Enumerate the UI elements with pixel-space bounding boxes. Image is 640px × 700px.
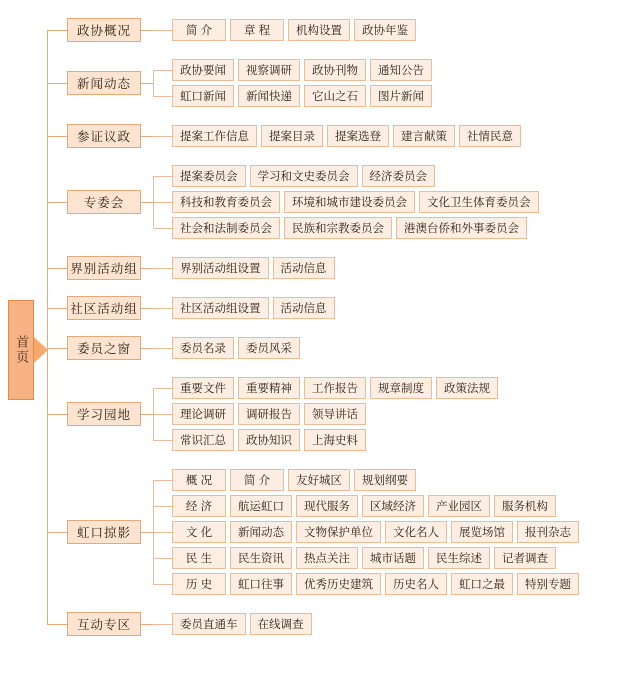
sub-node-1-1-1[interactable] (172, 19, 226, 41)
sub-node-label: 通知公告 (378, 65, 424, 77)
sub-node-label: 现代服务 (304, 501, 350, 513)
sub-node-label: 新闻快递 (246, 91, 292, 103)
connector-branch-h (153, 308, 172, 309)
sub-node-4-2-3[interactable] (419, 191, 539, 213)
sub-node-label: 文化名人 (393, 527, 439, 539)
connector-branch-h (153, 388, 172, 389)
sub-node-label: 调研报告 (246, 409, 292, 421)
connector-branch-h (153, 414, 172, 415)
sub-node-label: 界别活动组设置 (180, 263, 261, 275)
sub-node-4-1-1[interactable] (172, 165, 246, 187)
sub-node-10-1-2[interactable] (250, 613, 312, 635)
connector-trunk-h (47, 136, 67, 137)
sub-node-label: 特别专题 (525, 579, 571, 591)
connector-branch-h (153, 228, 172, 229)
sub-node-label: 服务机构 (502, 501, 548, 513)
connector-l1-to-bracket (141, 414, 153, 415)
sub-node-4-2-2[interactable] (284, 191, 415, 213)
sub-node-9-5-1[interactable] (172, 573, 226, 595)
sub-node-9-3-3[interactable] (296, 521, 381, 543)
connector-branch-h (153, 136, 172, 137)
sub-node-label: 新闻动态 (238, 527, 284, 539)
sub-node-label: 委员名录 (180, 343, 226, 355)
sub-node-label: 在线调查 (257, 619, 304, 631)
sub-node-label: 视察调研 (246, 65, 292, 77)
category-node-label: 政协概况 (76, 24, 131, 38)
sub-node-label: 简 介 (185, 25, 213, 37)
connector-bracket-span (153, 480, 154, 584)
category-node-label: 界别活动组 (70, 262, 138, 276)
connector-branch-h (153, 532, 172, 533)
sub-node-label: 提案目录 (269, 131, 315, 143)
sub-node-label: 委员直通车 (180, 619, 238, 631)
sub-node-label: 政协年鉴 (362, 25, 408, 37)
sub-node-label: 航运虹口 (238, 501, 284, 513)
sub-node-label: 提案工作信息 (180, 131, 249, 143)
sub-node-label: 领导讲话 (312, 409, 358, 421)
sub-node-label: 政协知识 (246, 435, 292, 447)
category-node-4[interactable] (67, 190, 141, 214)
sub-node-8-1-3[interactable] (304, 377, 366, 399)
sub-node-label: 文 化 (185, 527, 213, 539)
sub-node-label: 历史名人 (393, 579, 439, 591)
category-node-5[interactable] (67, 256, 141, 280)
sub-node-label: 活动信息 (280, 263, 327, 275)
sub-node-9-4-6[interactable] (494, 547, 556, 569)
sub-node-1-1-4[interactable] (354, 19, 416, 41)
sub-node-9-2-5[interactable] (428, 495, 490, 517)
sub-node-5-1-2[interactable] (273, 257, 335, 279)
sub-node-label: 热点关注 (304, 553, 350, 565)
sub-node-label: 友好城区 (296, 475, 342, 487)
sub-node-3-1-5[interactable] (459, 125, 521, 147)
sub-node-label: 民 生 (185, 553, 213, 565)
sub-node-label: 工作报告 (312, 383, 358, 395)
sub-node-10-1-1[interactable] (172, 613, 246, 635)
connector-branch-h (153, 506, 172, 507)
sub-node-9-1-2[interactable] (230, 469, 284, 491)
sub-node-label: 产业园区 (436, 501, 482, 513)
sub-node-label: 虹口往事 (238, 579, 284, 591)
sub-node-4-1-3[interactable] (362, 165, 436, 187)
sub-node-label: 提案委员会 (180, 171, 238, 183)
sub-node-label: 常识汇总 (180, 435, 226, 447)
sub-node-9-5-3[interactable] (296, 573, 381, 595)
sub-node-label: 它山之石 (312, 91, 358, 103)
category-node-label: 虹口掠影 (76, 526, 131, 540)
sub-node-label: 重要文件 (180, 383, 226, 395)
sub-node-2-1-1[interactable] (172, 59, 234, 81)
sub-node-8-3-3[interactable] (304, 429, 366, 451)
sub-node-label: 规章制度 (378, 383, 424, 395)
connector-trunk-h (47, 202, 67, 203)
sub-node-3-1-3[interactable] (327, 125, 389, 147)
sub-node-2-2-2[interactable] (238, 85, 300, 107)
category-node-6[interactable] (67, 296, 141, 320)
sub-node-label: 民族和宗教委员会 (292, 223, 384, 235)
category-node-label: 社区活动组 (70, 302, 138, 316)
sub-node-9-2-3[interactable] (296, 495, 358, 517)
category-node-9[interactable] (67, 520, 141, 544)
connector-branch-h (153, 30, 172, 31)
sub-node-label: 报刊杂志 (525, 527, 571, 539)
sub-node-label: 重要精神 (246, 383, 292, 395)
sub-node-8-3-1[interactable] (172, 429, 234, 451)
sub-node-8-2-2[interactable] (238, 403, 300, 425)
sub-node-label: 展览场馆 (459, 527, 505, 539)
connector-root-link (47, 350, 48, 351)
connector-trunk-h (47, 83, 67, 84)
sub-node-9-3-1[interactable] (172, 521, 226, 543)
sub-node-label: 历 史 (185, 579, 213, 591)
sub-node-label: 概 况 (185, 475, 213, 487)
sub-node-9-5-4[interactable] (385, 573, 447, 595)
category-node-label: 学习园地 (76, 408, 131, 422)
connector-l1-to-bracket (141, 624, 153, 625)
sub-node-6-1-2[interactable] (273, 297, 335, 319)
connector-branch-h (153, 440, 172, 441)
sub-node-3-1-4[interactable] (393, 125, 455, 147)
sub-node-9-3-2[interactable] (230, 521, 292, 543)
sub-node-label: 环境和城市建设委员会 (292, 197, 407, 209)
category-node-label: 参证议政 (76, 130, 131, 144)
sub-node-2-2-3[interactable] (304, 85, 366, 107)
connector-l1-to-bracket (141, 83, 153, 84)
category-node-label: 新闻动态 (76, 77, 131, 91)
sub-node-label: 理论调研 (180, 409, 226, 421)
sub-node-label: 民生综述 (436, 553, 482, 565)
sub-node-4-1-2[interactable] (250, 165, 358, 187)
sub-node-label: 委员风采 (246, 343, 292, 355)
sub-node-label: 城市话题 (370, 553, 416, 565)
sub-node-6-1-1[interactable] (172, 297, 269, 319)
sub-node-1-1-3[interactable] (288, 19, 350, 41)
category-node-label: 互动专区 (76, 618, 131, 632)
sub-node-2-1-4[interactable] (370, 59, 432, 81)
connector-branch-h (153, 70, 172, 71)
category-node-10[interactable] (67, 612, 141, 636)
sub-node-2-2-1[interactable] (172, 85, 234, 107)
sub-node-4-2-1[interactable] (172, 191, 280, 213)
sub-node-label: 社区活动组设置 (180, 303, 261, 315)
sub-node-label: 经 济 (185, 501, 213, 513)
connector-bracket-span (153, 388, 154, 440)
sub-node-label: 虹口之最 (459, 579, 505, 591)
connector-root-spine (47, 30, 48, 624)
connector-branch-h (153, 176, 172, 177)
sub-node-9-4-2[interactable] (230, 547, 292, 569)
sub-node-label: 文物保护单位 (304, 527, 373, 539)
sub-node-label: 学习和文史委员会 (257, 171, 350, 183)
sub-node-3-1-2[interactable] (261, 125, 323, 147)
connector-l1-to-bracket (141, 308, 153, 309)
sub-node-9-4-5[interactable] (428, 547, 490, 569)
connector-l1-to-bracket (141, 202, 153, 203)
connector-branch-h (153, 558, 172, 559)
sub-node-9-1-4[interactable] (354, 469, 416, 491)
sub-node-9-1-3[interactable] (288, 469, 350, 491)
sub-node-8-2-3[interactable] (304, 403, 366, 425)
sub-node-label: 机构设置 (296, 25, 342, 37)
connector-branch-h (153, 480, 172, 481)
sub-node-label: 规划纲要 (362, 475, 408, 487)
sub-node-label: 简 介 (243, 475, 271, 487)
sub-node-9-1-1[interactable] (172, 469, 226, 491)
sub-node-8-1-5[interactable] (436, 377, 498, 399)
sub-node-4-3-2[interactable] (284, 217, 392, 239)
connector-branch-h (153, 584, 172, 585)
category-node-label: 专委会 (83, 196, 125, 210)
sub-node-9-5-6[interactable] (517, 573, 579, 595)
sub-node-8-2-1[interactable] (172, 403, 234, 425)
category-node-7[interactable] (67, 336, 141, 360)
sub-node-label: 民生资讯 (238, 553, 284, 565)
sub-node-label: 社会和法制委员会 (180, 223, 272, 235)
sub-node-label: 政协要闻 (180, 65, 226, 77)
sub-node-9-4-3[interactable] (296, 547, 358, 569)
sub-node-2-2-4[interactable] (370, 85, 432, 107)
sub-node-label: 图片新闻 (378, 91, 424, 103)
sub-node-label: 港澳台侨和外事委员会 (404, 223, 519, 235)
category-node-3[interactable] (67, 124, 141, 148)
sub-node-4-3-3[interactable] (396, 217, 527, 239)
category-node-label: 委员之窗 (76, 342, 131, 356)
connector-branch-h (153, 348, 172, 349)
sub-node-9-2-4[interactable] (362, 495, 424, 517)
connector-trunk-h (47, 348, 67, 349)
sub-node-4-3-1[interactable] (172, 217, 280, 239)
sub-node-label: 提案选登 (335, 131, 381, 143)
sub-node-3-1-1[interactable] (172, 125, 257, 147)
sub-node-label: 建言献策 (401, 131, 447, 143)
root-arrow-icon (34, 337, 48, 363)
root-node-home[interactable] (8, 300, 34, 400)
sub-node-label: 活动信息 (280, 303, 327, 315)
category-node-1[interactable] (67, 18, 141, 42)
connector-trunk-h (47, 308, 67, 309)
sub-node-label: 经济委员会 (369, 171, 427, 183)
sub-node-9-3-6[interactable] (517, 521, 579, 543)
sub-node-1-1-2[interactable] (230, 19, 284, 41)
sub-node-9-2-1[interactable] (172, 495, 226, 517)
sub-node-label: 记者调查 (502, 553, 548, 565)
connector-trunk-h (47, 532, 67, 533)
connector-branch-h (153, 268, 172, 269)
connector-branch-h (153, 624, 172, 625)
connector-trunk-h (47, 30, 67, 31)
sub-node-9-4-1[interactable] (172, 547, 226, 569)
sub-node-5-1-1[interactable] (172, 257, 269, 279)
sub-node-2-1-3[interactable] (304, 59, 366, 81)
sub-node-9-5-2[interactable] (230, 573, 292, 595)
sub-node-label: 优秀历史建筑 (304, 579, 373, 591)
connector-l1-to-bracket (141, 532, 153, 533)
connector-l1-to-bracket (141, 30, 153, 31)
connector-trunk-h (47, 268, 67, 269)
sub-node-9-2-6[interactable] (494, 495, 556, 517)
sub-node-8-1-2[interactable] (238, 377, 300, 399)
connector-l1-to-bracket (141, 136, 153, 137)
connector-trunk-h (47, 624, 67, 625)
connector-l1-to-bracket (141, 348, 153, 349)
sub-node-label: 政协刊物 (312, 65, 358, 77)
connector-bracket-span (153, 70, 154, 96)
sub-node-9-3-4[interactable] (385, 521, 447, 543)
connector-bracket-span (153, 176, 154, 228)
sub-node-label: 章 程 (243, 25, 271, 37)
category-node-2[interactable] (67, 71, 141, 95)
sub-node-9-5-5[interactable] (451, 573, 513, 595)
connector-branch-h (153, 202, 172, 203)
sub-node-9-3-5[interactable] (451, 521, 513, 543)
sub-node-7-1-1[interactable] (172, 337, 234, 359)
sub-node-9-4-4[interactable] (362, 547, 424, 569)
sub-node-label: 政策法规 (444, 383, 490, 395)
root-node-label: 首页 (14, 335, 30, 365)
category-node-8[interactable] (67, 402, 141, 426)
connector-branch-h (153, 96, 172, 97)
sub-node-label: 文化卫生体育委员会 (427, 197, 531, 209)
sub-node-8-3-2[interactable] (238, 429, 300, 451)
sub-node-label: 区域经济 (370, 501, 416, 513)
sub-node-label: 社情民意 (467, 131, 513, 143)
sub-node-label: 科技和教育委员会 (180, 197, 272, 209)
sub-node-label: 虹口新闻 (180, 91, 226, 103)
sub-node-7-1-2[interactable] (238, 337, 300, 359)
sub-node-2-1-2[interactable] (238, 59, 300, 81)
sub-node-8-1-4[interactable] (370, 377, 432, 399)
sub-node-label: 上海史料 (312, 435, 358, 447)
connector-trunk-h (47, 414, 67, 415)
sub-node-8-1-1[interactable] (172, 377, 234, 399)
connector-l1-to-bracket (141, 268, 153, 269)
sub-node-9-2-2[interactable] (230, 495, 292, 517)
